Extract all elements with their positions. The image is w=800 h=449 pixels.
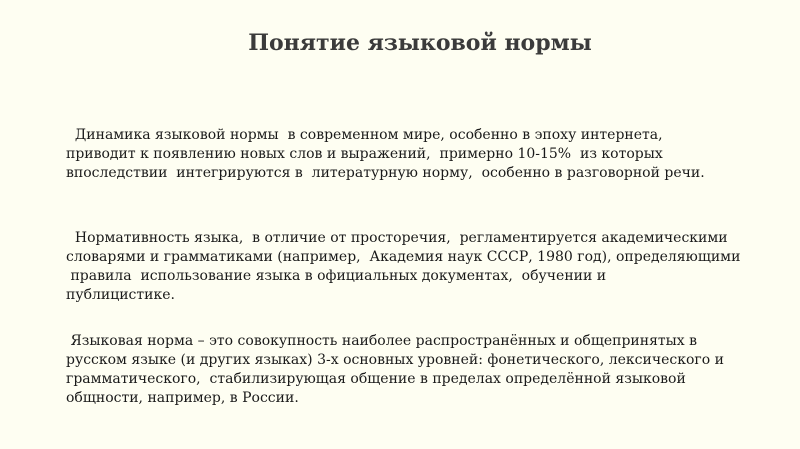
- paragraph-line: Динамика языковой нормы в современном мире, особенно в эпоху интернета,: [66, 127, 663, 143]
- paragraph-line: общности, например, в России.: [66, 390, 299, 406]
- paragraph-line: публицистике.: [66, 287, 175, 303]
- paragraph-line: впоследствии интегрируются в литературную норму, особенно в разговорной речи.: [66, 165, 705, 181]
- paragraph-line: русском языке (и других языках) 3-х основных уровней: фонетического, лексического и: [66, 352, 724, 368]
- paragraph-line: Языковая норма – это совокупность наиболее распространённых и общепринятых в: [66, 333, 698, 349]
- paragraph-line: Нормативность языка, в отличие от просторечия, регламентируется академическими: [66, 230, 728, 246]
- paragraph-definition: [66, 332, 766, 408]
- paragraph-line: словарями и грамматиками (например, Академия наук СССР, 1980 год), определяющими: [66, 249, 741, 265]
- paragraph-line: грамматического, стабилизирующая общение в пределах определённой языковой: [66, 371, 686, 387]
- paragraph-line: правила использование языка в официальных документах, обучении и: [66, 268, 607, 284]
- paragraph-normativity: [66, 229, 766, 305]
- paragraph-line: приводит к появлению новых слов и выражений, примерно 10-15% из которых: [66, 146, 663, 162]
- paragraph-language-dynamics: [66, 126, 766, 183]
- slide-title: Понятие языковой нормы: [248, 30, 592, 56]
